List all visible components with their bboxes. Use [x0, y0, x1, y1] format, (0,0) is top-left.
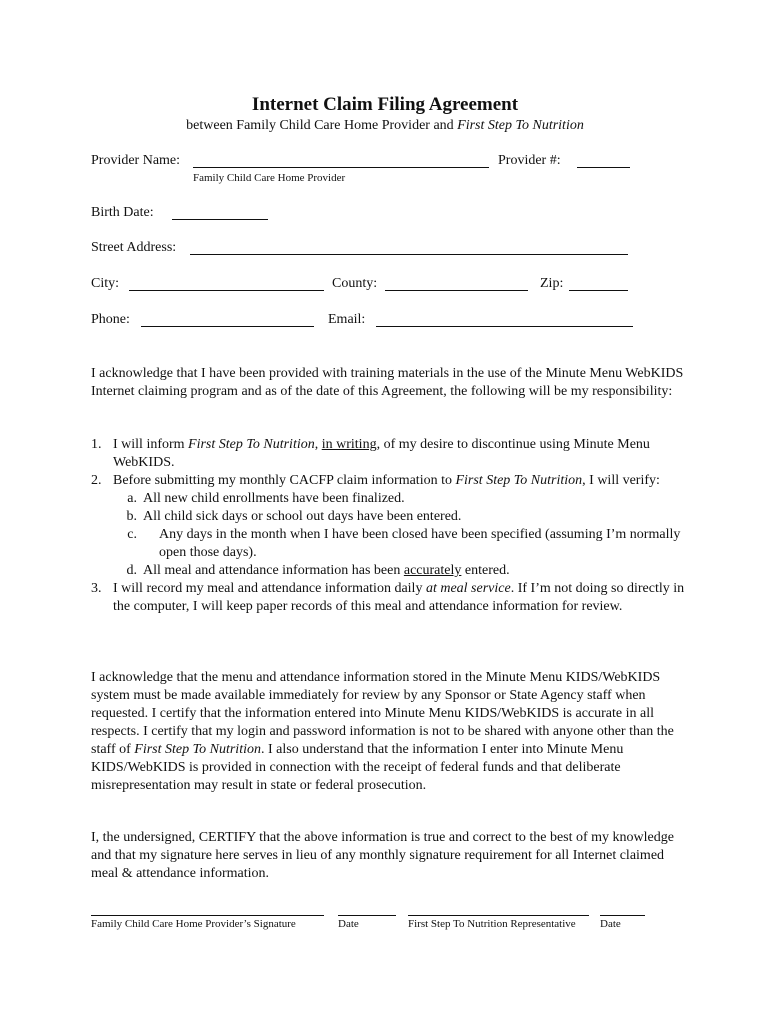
sub-letter: c.: [127, 527, 137, 542]
sub-text: All meal and attendance information has been: [143, 563, 404, 578]
email-field[interactable]: [376, 312, 633, 332]
street-address-label: Street Address:: [91, 240, 177, 255]
provider-number-field[interactable]: [577, 153, 630, 173]
responsibility-list: [91, 436, 691, 616]
item-text: , I will verify:: [582, 473, 660, 488]
representative-signature-label: First Step To Nutrition Representative: [408, 918, 576, 930]
sub-text: entered.: [461, 563, 510, 578]
sub-letter: b.: [126, 509, 137, 524]
county-field[interactable]: [385, 276, 528, 296]
org-name: First Step To Nutrition: [134, 742, 261, 757]
provider-number-label: Provider #:: [498, 153, 561, 168]
provider-date-label: Date: [338, 918, 359, 930]
paragraph-text: I acknowledge that the menu and attendance information stored in the Minute Menu KIDS/WebKIDS system must be made available immediately for review by any Sponsor or State Agency staff when requested. I certify that the information entered into Minute Menu KIDS/WebKIDS is accurate in all respects. I certify that my login and password information is not to be shared with anyone other than the staff of: [91, 670, 674, 757]
underlined-text: accurately: [403, 563, 462, 578]
item-text: . If I’m not doing so directly in the computer, I will keep paper records of this meal and attendance information for review.: [113, 581, 685, 614]
item-text: , of my desire to discontinue using Minute Menu WebKIDS.: [113, 437, 650, 470]
subtitle-prefix: between Family Child Care Home Provider and: [186, 118, 458, 133]
street-address-field[interactable]: [190, 240, 628, 260]
sub-item-d: [91, 562, 691, 580]
item-text: I will inform: [113, 437, 189, 452]
phone-field[interactable]: [141, 312, 314, 332]
birth-date-field[interactable]: [172, 205, 268, 225]
subtitle-org-name: First Step To Nutrition: [457, 118, 584, 133]
emphasis-text: at meal service: [425, 581, 511, 596]
sub-item-a: [91, 490, 691, 508]
provider-name-field[interactable]: [193, 153, 489, 173]
acknowledgment-paragraph-2: [91, 669, 691, 795]
org-name: First Step To Nutrition: [455, 473, 583, 488]
certification-paragraph: I, the undersigned, CERTIFY that the above information is true and correct to the best of my knowledge and that my signature here serves in lieu of any monthly signature requirement for all Internet claimed meal & attendance information.: [91, 830, 674, 881]
sub-text: Any days in the month when I have been closed have been specified (assuming I’m normally open those days).: [159, 527, 681, 560]
representative-signature-line[interactable]: [408, 915, 589, 916]
representative-date-line[interactable]: [600, 915, 645, 916]
sub-letter: a.: [127, 491, 137, 506]
list-item-1: [91, 436, 691, 472]
item-text: I will record my meal and attendance information daily: [113, 581, 426, 596]
provider-name-caption: Family Child Care Home Provider: [193, 172, 346, 184]
zip-field[interactable]: [569, 276, 628, 296]
document-title: Internet Claim Filing Agreement: [251, 94, 519, 115]
zip-label: Zip:: [540, 276, 564, 291]
list-item-2: [91, 472, 691, 490]
list-item-3: [91, 580, 691, 616]
acknowledgment-paragraph-1: I acknowledge that I have been provided with training materials in the use of the Minute Menu WebKIDS Internet claiming program and as of the date of this Agreement, the following will be my responsibility:: [91, 366, 684, 399]
sub-item-c: [91, 526, 691, 562]
provider-signature-line[interactable]: [91, 915, 324, 916]
sub-item-b: [91, 508, 691, 526]
list-number: 3.: [91, 581, 102, 596]
phone-label: Phone:: [91, 312, 130, 327]
sub-text: All new child enrollments have been finalized.: [143, 491, 405, 506]
paragraph-text: . I also understand that the information I enter into Minute Menu KIDS/WebKIDS is provided in connection with the receipt of federal funds and that deliberate misrepresentation may result in state or federal prosecution.: [91, 742, 624, 793]
birth-date-label: Birth Date:: [91, 205, 154, 220]
org-name: First Step To Nutrition: [188, 437, 315, 452]
representative-date-label: Date: [600, 918, 621, 930]
city-field[interactable]: [129, 276, 324, 296]
provider-name-label: Provider Name:: [91, 153, 181, 168]
county-label: County:: [332, 276, 378, 291]
provider-date-line[interactable]: [338, 915, 396, 916]
city-label: City:: [91, 276, 120, 291]
sub-letter: d.: [126, 563, 137, 578]
underlined-text: in writing: [321, 437, 377, 452]
sub-text: All child sick days or school out days have been entered.: [143, 509, 462, 524]
list-number: 1.: [91, 437, 102, 452]
list-number: 2.: [91, 473, 102, 488]
email-label: Email:: [328, 312, 366, 327]
item-text: ,: [314, 437, 322, 452]
document-subtitle: [0, 118, 770, 134]
item-text: Before submitting my monthly CACFP claim information to: [113, 473, 456, 488]
provider-signature-label: Family Child Care Home Provider’s Signature: [91, 918, 296, 930]
